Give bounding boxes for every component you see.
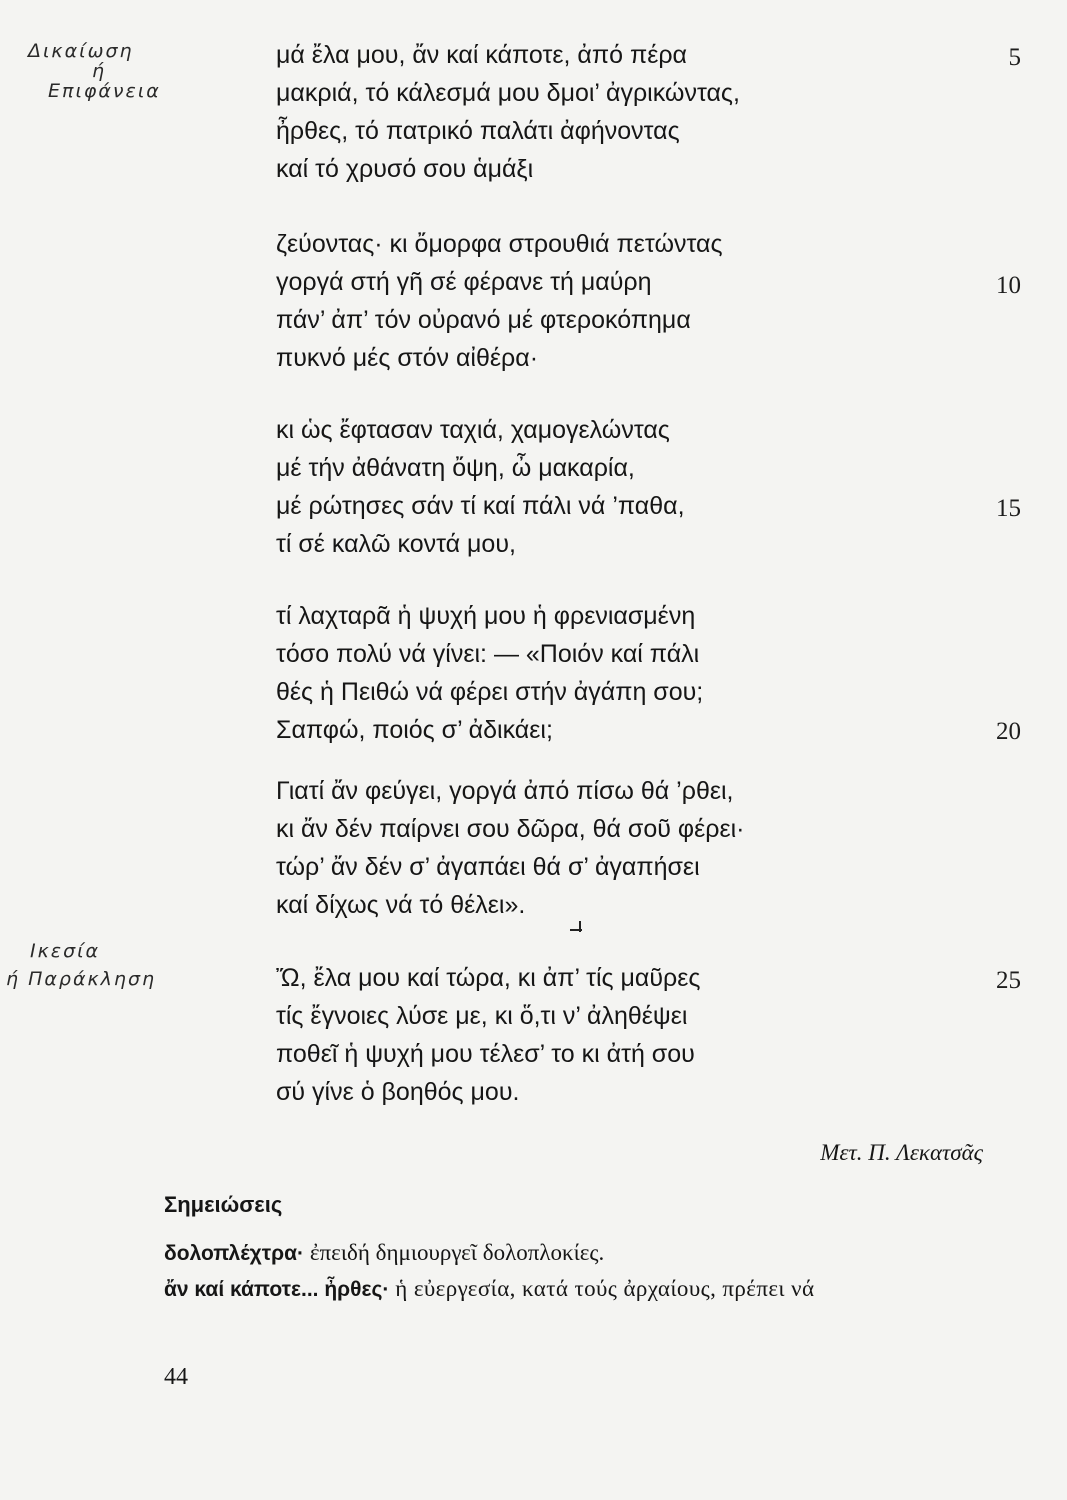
note-definition: ἐπειδή δημιουργεῖ δολοπλοκίες.	[309, 1240, 605, 1265]
note-definition: ἡ εὐεργεσία, κατά τούς ἀρχαίους, πρέπει νά	[395, 1276, 815, 1301]
handwritten-note-mid	[6, 940, 157, 990]
poem-line: κι ὡς ἔφτασαν ταχιά, χαμογελώντας	[276, 416, 670, 444]
poem-line: θές ἡ Πειθώ νά φέρει στήν ἀγάπη σου;	[276, 678, 704, 706]
poem-line: πυκνό μές στόν αἰθέρα·	[276, 344, 539, 372]
poem-line: τί λαχταρᾶ ἡ ψυχή μου ἡ φρενιασμένη	[276, 602, 696, 630]
poem-line: ποθεῖ ἡ ψυχή μου τέλεσ’ το κι ἀτή σου	[276, 1040, 695, 1068]
poem-line: τί σέ καλῶ κοντά μου,	[276, 530, 516, 558]
poem-line: Γιατί ἄν φεύγει, γοργά ἀπό πίσω θά ’ρθει,	[276, 777, 734, 805]
stanza-3	[276, 411, 916, 563]
poem-line: μέ ρώτησες σάν τί καί πάλι νά ’παθα,	[276, 492, 685, 520]
line-number-15: 15	[996, 495, 1021, 522]
stanza-2	[276, 225, 916, 377]
line-number-25: 25	[996, 967, 1021, 994]
line-number-20: 20	[996, 718, 1021, 745]
poem-line: Ὤ, ἔλα μου καί τώρα, κι ἀπ’ τίς μαῦρες	[276, 964, 701, 992]
poem-line: γοργά στή γῆ σέ φέρανε τή μαύρη	[276, 268, 652, 296]
pen-mark-icon	[566, 918, 586, 936]
line-number-5: 5	[1008, 44, 1021, 71]
poem-line: μέ τήν ἀθάνατη ὄψη, ὦ μακαρία,	[276, 454, 635, 482]
poem-line: Σαπφώ, ποιός σ’ ἀδικάει;	[276, 716, 553, 744]
poem-line: τόσο πολύ νά γίνει: — «Ποιόν καί πάλι	[276, 640, 700, 668]
handwritten-word-3: Επιφάνεια	[48, 80, 161, 102]
poem-line: κι ἄν δέν παίρνει σου δῶρα, θά σοῦ φέρει·	[276, 815, 745, 843]
handwritten-note-top	[28, 40, 161, 102]
notes-heading: Σημειώσεις	[164, 1192, 283, 1217]
poem-line: μά ἔλα μου, ἄν καί κάποτε, ἀπό πέρα	[276, 41, 688, 69]
stanza-5	[276, 772, 916, 924]
line-number-10: 10	[996, 272, 1021, 299]
note-term: δολοπλέχτρα·	[164, 1242, 305, 1265]
poem-line: μακριά, τό κάλεσμά μου δμοι’ ἀγρικώντας,	[276, 79, 740, 107]
poem-line: ἦρθες, τό πατρικό παλάτι ἀφήνοντας	[276, 117, 680, 145]
note-item-1	[164, 1240, 604, 1266]
handwritten-word-5: ή Παράκληση	[6, 968, 157, 990]
handwritten-word-1: Δικαίωση	[28, 40, 134, 62]
poem-line: σύ γίνε ὁ βοηθός μου.	[276, 1078, 520, 1106]
note-item-2	[164, 1276, 814, 1302]
poem-line: πάν’ ἀπ’ τόν οὐρανό μέ φτεροκόπημα	[276, 306, 691, 334]
stanza-4	[276, 597, 916, 749]
poem-line: καί δίχως νά τό θέλει».	[276, 891, 526, 919]
note-term: ἄν καί κάποτε... ἦρθες·	[164, 1278, 390, 1301]
poem-line: ζεύοντας· κι ὄμορφα στρουθιά πετώντας	[276, 230, 723, 258]
stanza-1	[276, 36, 916, 188]
translator-credit: Μετ. Π. Λεκατσᾶς	[820, 1140, 983, 1165]
page-number: 44	[164, 1364, 188, 1390]
handwritten-word-4: Ικεσία	[30, 940, 101, 962]
handwritten-word-2: ή	[92, 60, 107, 82]
poem-line: τίς ἔγνοιες λύσε με, κι ὅ,τι ν’ ἀληθέψει	[276, 1002, 688, 1030]
poem-line: τώρ’ ἄν δέν σ’ ἀγαπάει θά σ’ ἀγαπήσει	[276, 853, 700, 881]
stanza-6	[276, 959, 916, 1111]
poem-line: καί τό χρυσό σου ἁμάξι	[276, 155, 534, 183]
